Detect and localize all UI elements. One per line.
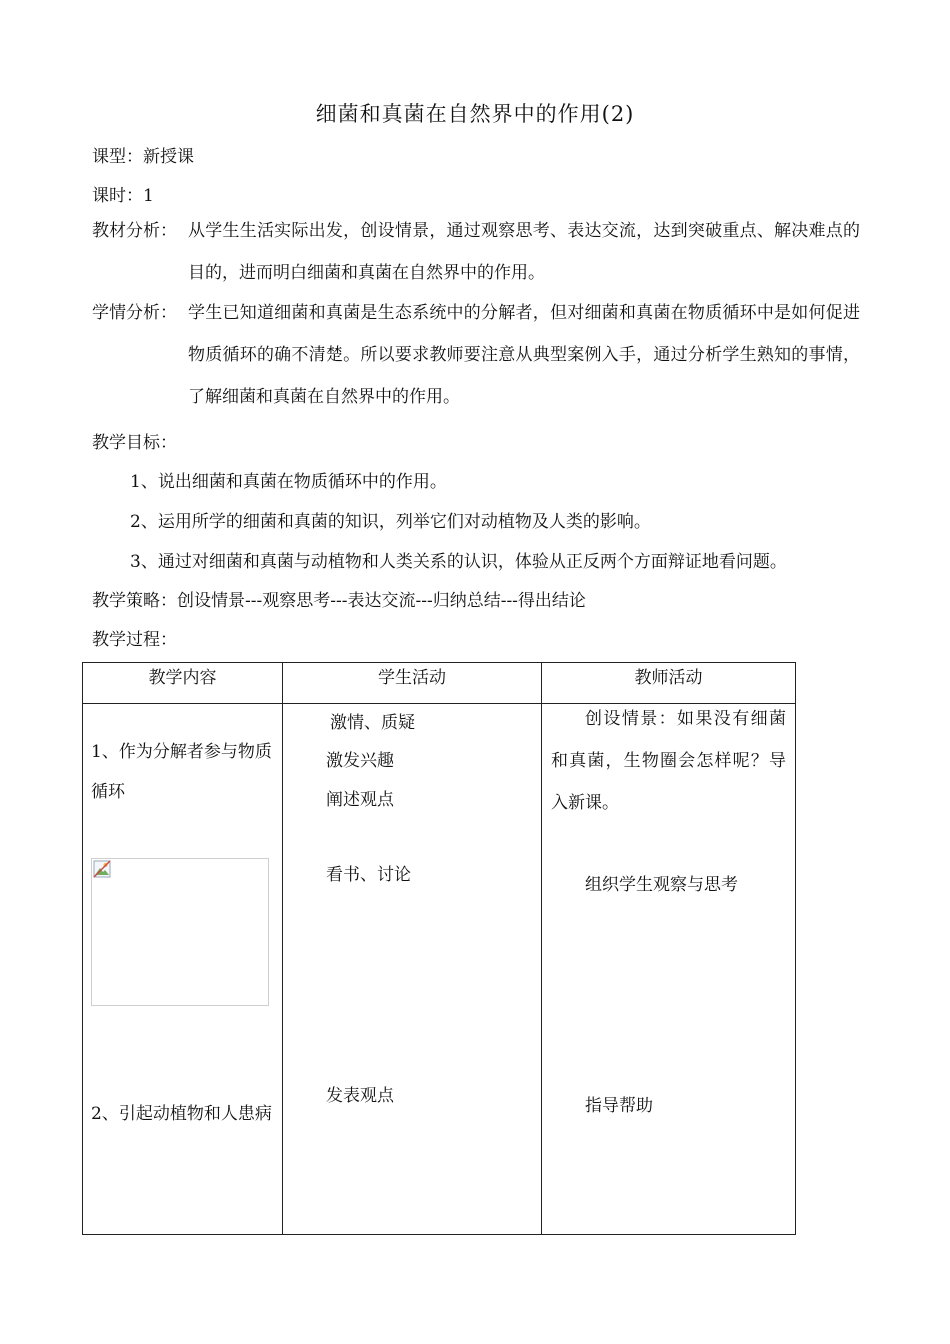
teacher-activity-cell [542, 704, 796, 1235]
student-activity-3: 阐述观点 [326, 790, 394, 810]
teaching-strategy: 教学策略：创设情景---观察思考---表达交流---归纳总结---得出结论 [92, 591, 586, 611]
content-item-2: 2、引起动植物和人患病 [91, 1104, 272, 1124]
teacher-organize: 组织学生观察与思考 [585, 875, 738, 895]
goals-label: 教学目标： [92, 433, 177, 453]
content-item-1: 1、作为分解者参与物质循环 [91, 742, 272, 802]
student-activity-4: 看书、讨论 [326, 865, 411, 885]
content-cell [83, 704, 283, 1235]
teacher-intro: 创设情景：如果没有细菌和真菌，生物圈会怎样呢？导入新课。 [551, 709, 786, 813]
header-content: 教学内容 [83, 663, 283, 704]
goal-item-1: 1、说出细菌和真菌在物质循环中的作用。 [130, 472, 447, 492]
broken-image-icon [93, 860, 111, 878]
class-periods: 课时：1 [92, 186, 154, 206]
teacher-guide: 指导帮助 [585, 1096, 653, 1116]
page-title: 细菌和真菌在自然界中的作用(2) [315, 102, 635, 126]
student-activity-cell [283, 704, 542, 1235]
table-row [83, 704, 796, 1235]
student-activity-1: 激情、质疑 [330, 713, 415, 733]
material-analysis-text: 从学生生活实际出发，创设情景，通过观察思考、表达交流，达到突破重点、解决难点的目的，进而明白细菌和真菌在自然界中的作用。 [188, 221, 860, 283]
student-analysis-label: 学情分析： [92, 303, 177, 323]
process-table [82, 662, 796, 1235]
goal-item-2: 2、运用所学的细菌和真菌的知识，列举它们对动植物及人类的影响。 [130, 512, 651, 532]
process-label: 教学过程： [92, 630, 177, 650]
student-activity-2: 激发兴趣 [326, 751, 394, 771]
header-teacher-activity: 教师活动 [542, 663, 796, 704]
broken-image [91, 858, 269, 1006]
material-analysis-label: 教材分析： [92, 221, 177, 241]
student-activity-5: 发表观点 [326, 1086, 394, 1106]
goal-item-3: 3、通过对细菌和真菌与动植物和人类关系的认识，体验从正反两个方面辩证地看问题。 [130, 552, 787, 572]
course-type: 课型：新授课 [92, 147, 194, 167]
header-student-activity: 学生活动 [283, 663, 542, 704]
student-analysis-text: 学生已知道细菌和真菌是生态系统中的分解者，但对细菌和真菌在物质循环中是如何促进物质循环的确不清楚。所以要求教师要注意从典型案例入手，通过分析学生熟知的事情，了解细菌和真菌在自然界中的作用。 [188, 303, 860, 407]
